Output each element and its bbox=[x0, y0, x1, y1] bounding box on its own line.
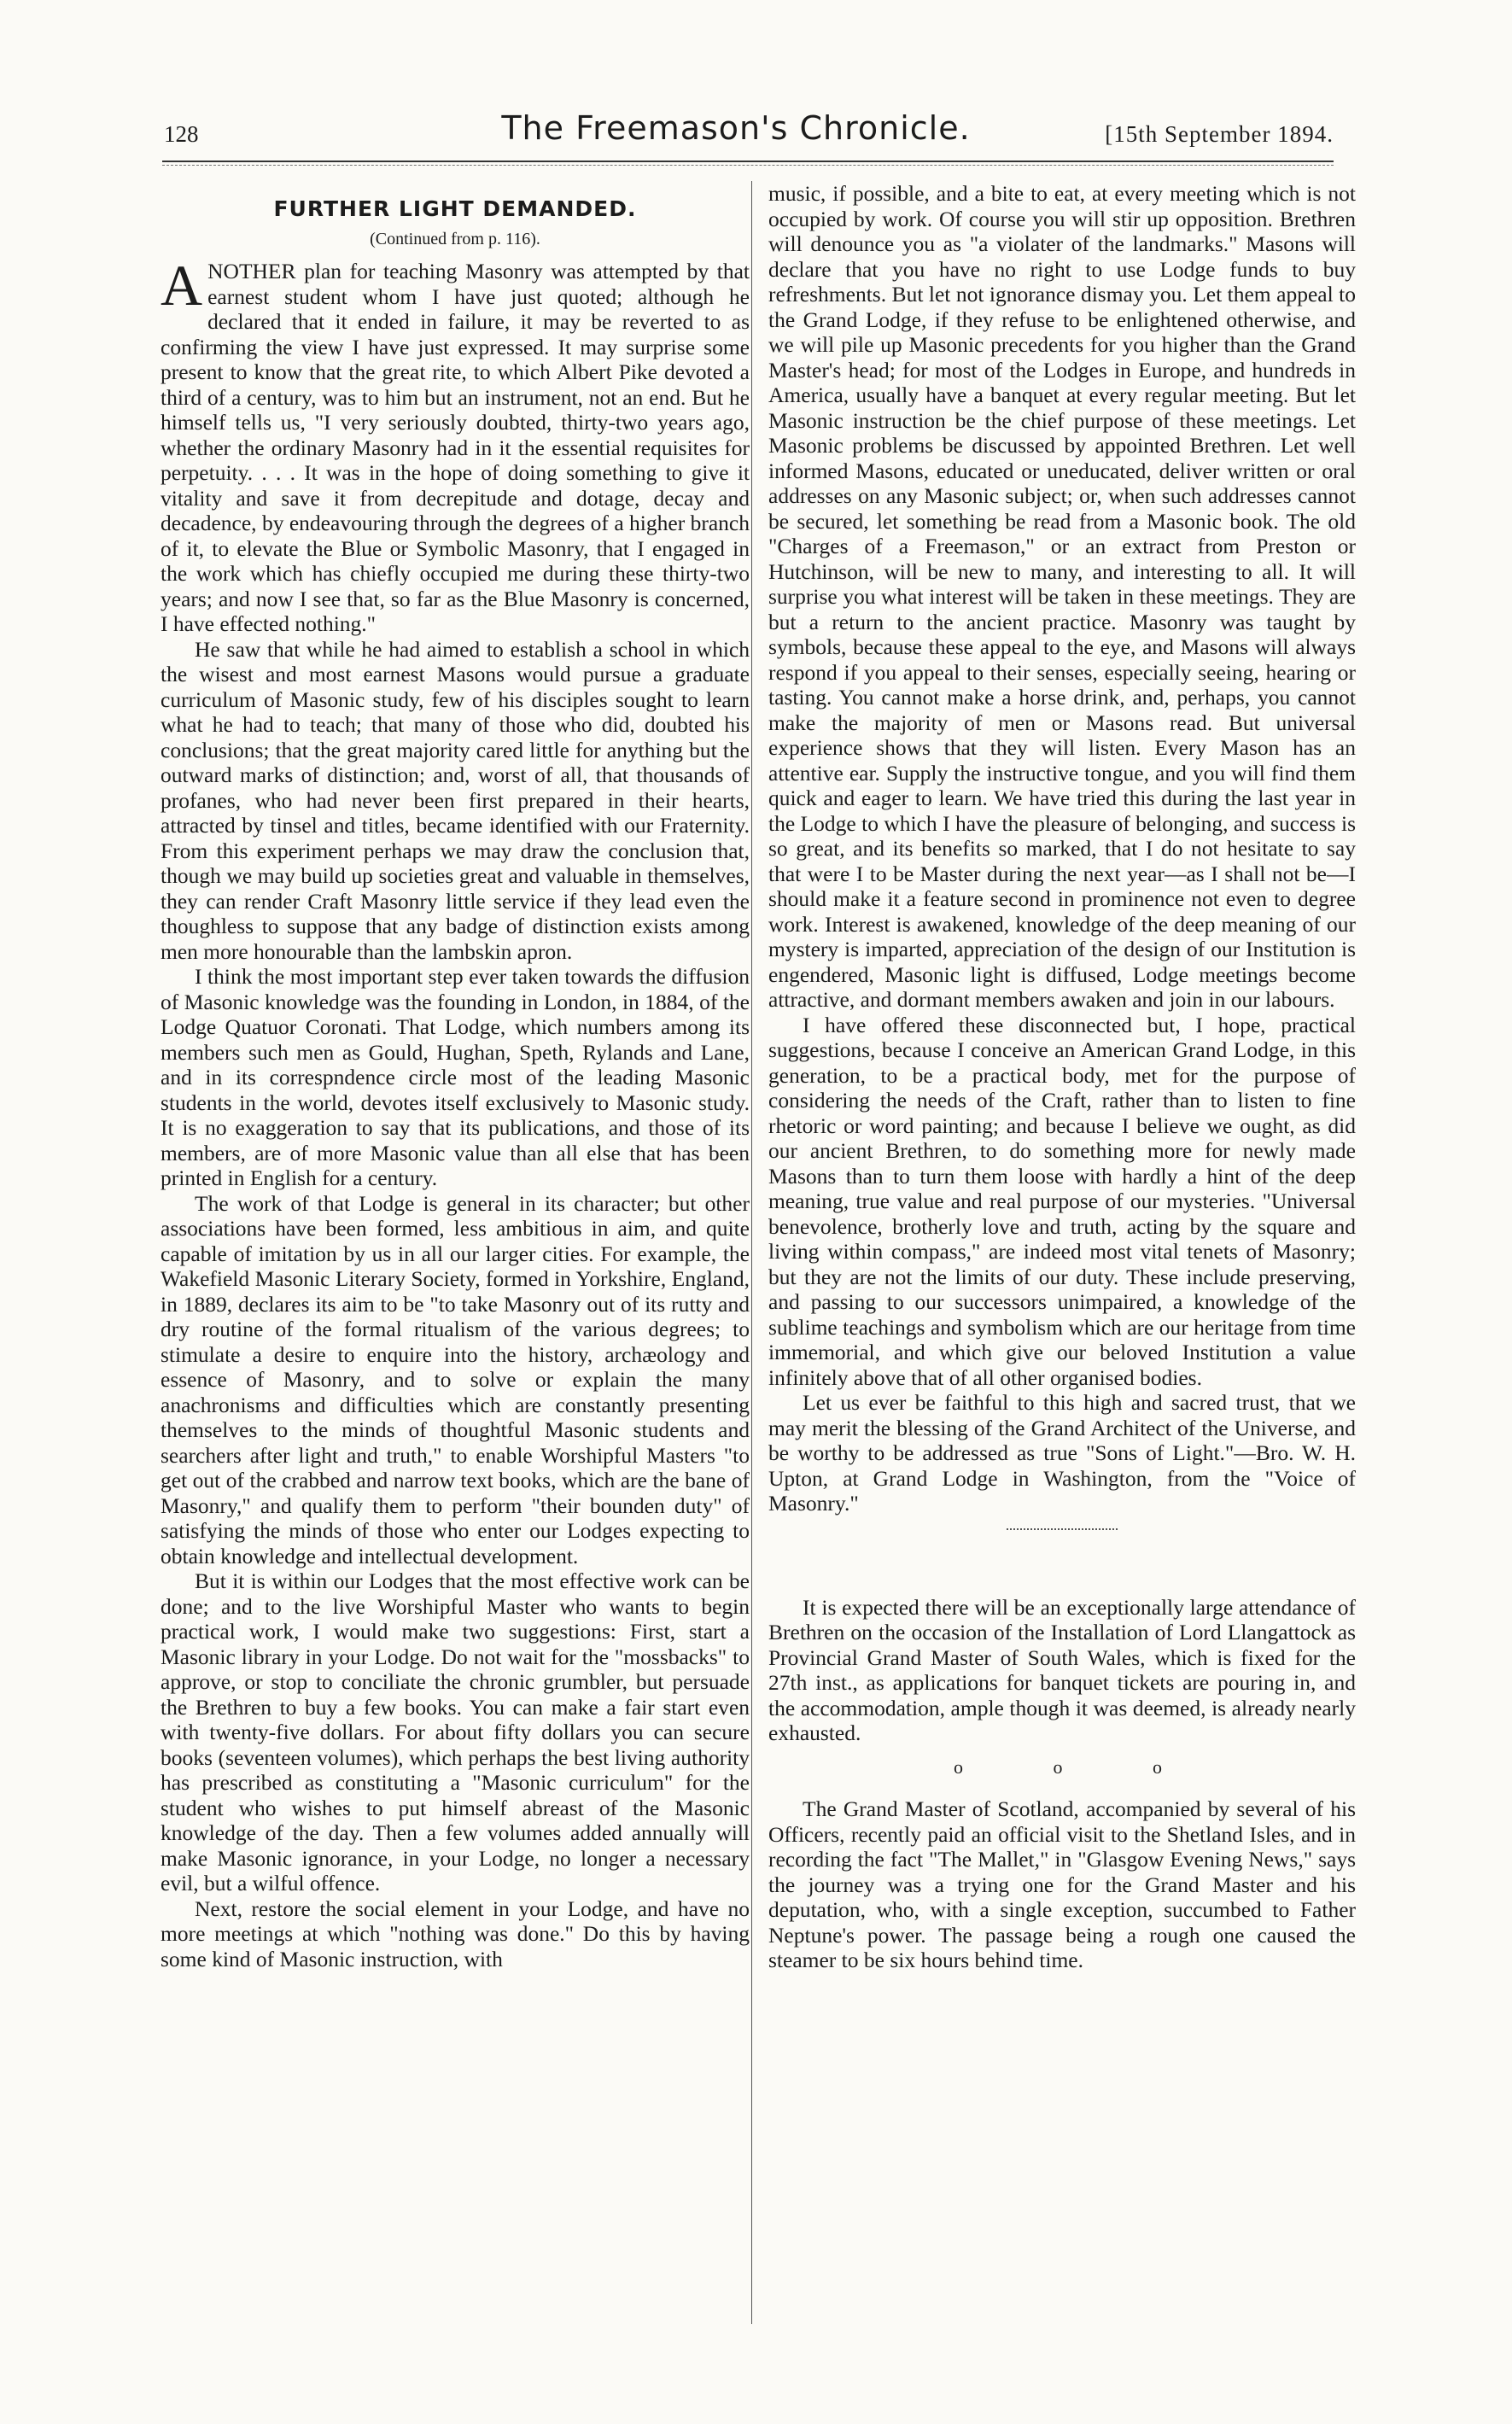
page-number: 128 bbox=[164, 121, 199, 147]
column-divider bbox=[751, 181, 752, 2324]
news-note-scotland: The Grand Master of Scotland, accompanied by several of his Officers, recently paid an official visit to the Shetland Isles, and in recording the fact "The Mallet," in "Glasgow Evening News," says the journey was a trying one for the Grand Master and his deputation, who, with a single exception, succumbed to Father Neptune's power. The passage being a rough one caused the steamer to be six hours behind time. bbox=[768, 1796, 1356, 1972]
left-column bbox=[161, 190, 750, 1971]
section-separator bbox=[1007, 1528, 1118, 1530]
article-paragraph bbox=[161, 253, 750, 637]
dot-separator: o o o bbox=[954, 1755, 1205, 1778]
continuation-note: (Continued from p. 116). bbox=[370, 229, 540, 248]
article-paragraph: I think the most important step ever taken towards the diffusion of Masonic knowledge was the founding in London, in 1884, of the Lodge Quatuor Coronati. That Lodge, which numbers among its members such men as Gould, Hughan, Speth, Rylands and Lane, and in its correspndence circle most of the leading Masonic students in the world, devotes itself exclusively to Masonic study. It is no exaggeration to say that its publications, and those of its members, are of more Masonic value than all else that has been printed in English for a century. bbox=[161, 964, 750, 1190]
masthead bbox=[138, 109, 1334, 159]
article-paragraph: Next, restore the social element in your Lodge, and have no more meetings at which "nothing was done." Do this by having some kind of Masonic instruction, with bbox=[161, 1895, 750, 1971]
article-heading: FURTHER LIGHT DEMANDED. bbox=[273, 196, 637, 221]
drop-cap: A bbox=[161, 253, 203, 318]
news-note-llangattock: It is expected there will be an exceptionally large attendance of Brethren on the occasion of the Installation of Lord Llangattock as Provincial Grand Master of South Wales, which is fixed for the 27th inst., as applications for banquet tickets are pouring in, and the accommodation, ample though it was deemed, is already nearly exhausted. bbox=[768, 1594, 1356, 1745]
article-paragraph: The work of that Lodge is general in its character; but other associations have been formed, less ambitious in aim, and quite capable of imitation by us in all our larger cities. For example, the Wakefield Masonic Literary Society, formed in Yorkshire, England, in 1889, declares its aim to be "to take Masonry out of its rutty and dry routine of the formal ritualism of the various degrees; to stimulate a desire to enquire into the history, archæology and essence of Masonry, and to solve or explain the many anachronisms and difficulties which are constantly presenting themselves to the minds of thoughtful Masonic students and searchers after light and truth," to enable Worshipful Masters "to get out of the crabbed and narrow text books, which are the bane of Masonry," and qualify them to perform "their bounden duty" of satisfying the minds of those who enter our Lodges expecting to obtain knowledge and intellectual development. bbox=[161, 1190, 750, 1568]
header-rule bbox=[162, 161, 1334, 162]
article-paragraph: But it is within our Lodges that the most effective work can be done; and to the live Worshipful Master who wants to begin practical work, I would make two suggestions: First, start a Masonic library in your Lodge. Do not wait for the "mossbacks" to approve, or stop to conciliate the chronic grumbler, but persuade the Brethren to buy a few books. You can make a fair start even with twenty-five dollars. For about fifty dollars you can secure books (seventeen volumes), which perhaps the best living authority has prescribed as constituting a "Masonic curriculum" for the student who wishes to put himself abreast of the Masonic knowledge of the day. Then a few volumes added annually will make Masonic ignorance, in your Lodge, no longer a necessary evil, but a wilful offence. bbox=[161, 1568, 750, 1895]
article-paragraph: music, if possible, and a bite to eat, at every meeting which is not occupied by work. Of course you will stir up opposition. Brethren will denounce you as "a violater of the landmarks." Masons will declare that you have no right to use Lodge funds to buy refreshments. But let not ignorance dismay you. Let them appeal to the Grand Lodge, if they refuse to be enlightened otherwise, and we will pile up Masonic precedents for you higher than the Grand Master's head; for most of the Lodges in Europe, and hundreds in America, usually have a banquet at every regular meeting. But let Masonic instruction be the chief purpose of these meetings. Let Masonic problems be discussed by appointed Brethren. Let well informed Masons, educated or uneducated, deliver written or oral addresses on any Masonic subject; or, when such addresses cannot be secured, let something be read from a Masonic book. The old "Charges of a Freemason," or an extract from Preston or Hutchinson, will be new to many, and interesting to all. It will surprise you what interest will be taken in these meetings. They are but a return to the ancient practice. Masonry was taught by symbols, because these appeal to the eye, and Masons will always respond if you appeal to their senses, especially seeing, hearing or tasting. You cannot make a horse drink, and, perhaps, you cannot make the majority of men or Masons read. But universal experience shows that they will listen. Every Mason has an attentive ear. Supply the instructive tongue, and you will find them quick and eager to learn. We have tried this during the last year in the Lodge to which I have the pleasure of belonging, and success is so great, and its benefits so marked, that I do not hesitate to say that were I to be Master during the next year—as I shall not be—I should make it a feature second in prominence not even to degree work. Interest is awakened, knowledge of the deep meaning of our mystery is imparted, appreciation of the design of our Institution is engendered, Masonic light is diffused, Lodge meetings become attractive, and dormant members awaken and join in our labours. bbox=[768, 181, 1356, 1012]
paragraph-text: NOTHER plan for teaching Masonry was attempted by that earnest student whom I have just quoted; although he declared that it ended in failure, it may be reverted to as confirming the view I have just expressed. It may surprise some present to know that the great rite, to which Albert Pike devoted a third of a century, was to him but an instrument, not an end. But he himself tells us, "I very seriously doubted, thirty-two years ago, whether the ordinary Masonry had in it the essential requisites for perpetuity. . . . It was in the hope of doing something to give it vitality and save it from decrepitude and dotage, decay and decadence, by endeavouring through the degrees of a higher branch of it, to elevate the Blue or Symbolic Masonry, that I engaged in the work which has chiefly occupied me during these thirty-two years; and now I see that, so far as the Blue Masonry is concerned, I have effected nothing." bbox=[161, 259, 750, 636]
issue-date: [15th September 1894. bbox=[1105, 121, 1334, 147]
header-rule-dashed bbox=[162, 165, 1334, 166]
article-paragraph: He saw that while he had aimed to establish a school in which the wisest and most earnest Masons would pursue a graduate curriculum of Masonic study, few of his disciples sought to learn what he had to teach; that many of those who did, doubted his conclusions; that the great majority cared little for anything but the outward marks of distinction; and, worst of all, that thousands of profanes, who had never been first prepared in their hearts, attracted by tinsel and titles, became identified with our Fraternity. From this experiment perhaps we may draw the conclusion that, though we may build up societies great and valuable in themselves, they can render Craft Masonry little service if they lead even the thoughless to suppose that any badge of distinction exists among men more honourable than the lambskin apron. bbox=[161, 636, 750, 964]
newspaper-title: The Freemason's Chronicle. bbox=[501, 109, 971, 147]
right-column bbox=[768, 181, 1356, 1973]
article-paragraph: I have offered these disconnected but, I hope, practical suggestions, because I conceive an American Grand Lodge, in this generation, to be a practical body, met for the purpose of considering the needs of the Craft, rather than to listen to fine rhetoric or word painting; and because I believe we ought, as did our ancient Brethren, to do something more for newly made Masons than to turn them loose with hardly a hint of the deep meaning, true value and real purpose of our mysteries. "Universal benevolence, brotherly love and truth, acting by the square and living within compass," are indeed most vital tenets of Masonry; but they are not the limits of our duty. These include preserving, and passing to our successors unimpaired, a knowledge of the sublime teachings and symbolism which are our heritage from time immemorial, and which give our beloved Institution a value infinitely above that of all other organised bodies. bbox=[768, 1012, 1356, 1390]
article-paragraph: Let us ever be faithful to this high and sacred trust, that we may merit the blessing of the Grand Architect of the Universe, and be worthy to be addressed as true "Sons of Light."—Bro. W. H. Upton, at Grand Lodge in Washington, from the "Voice of Masonry." bbox=[768, 1390, 1356, 1516]
